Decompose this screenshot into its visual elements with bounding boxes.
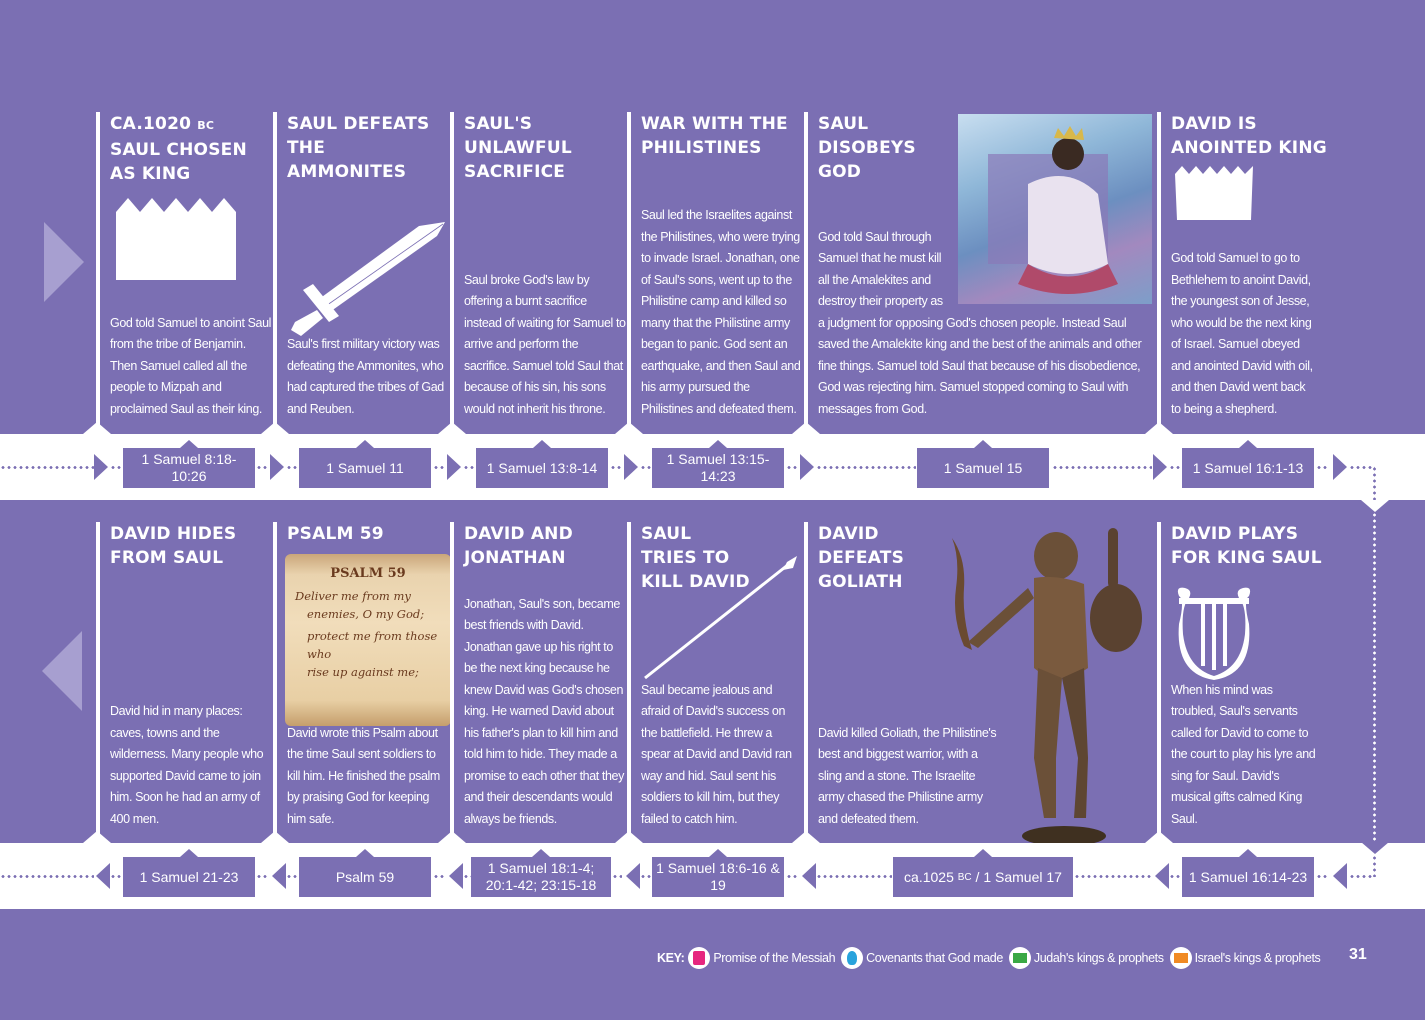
event-card-unlawful-sacrifice: SAUL'S UNLAWFUL SACRIFICE Saul broke God's law by offering a burnt sacrifice instead of waiting for Samuel to arrive and perform the sacrifice. Samuel told Saul that because of his sin, his sons would not inherit his throne. <box>450 112 630 434</box>
timeline-arrow-right-icon <box>270 454 284 480</box>
timeline-arrow-right-icon <box>624 454 638 480</box>
timeline-row-bottom <box>0 510 1425 844</box>
connector-down-arrow-icon <box>1361 842 1389 854</box>
scripture-reference: 1 Samuel 15 <box>917 448 1049 488</box>
event-card-saul-chosen: CA.1020 BC SAUL CHOSEN AS KING God told Samuel to anoint Saul from the tribe of Benjamin. Then Samuel called all the people to Mizpah and proclaimed Saul as their king. <box>96 112 276 434</box>
timeline-arrow-right-icon <box>800 454 814 480</box>
key-item-israel: Israel's kings & prophets <box>1170 947 1321 969</box>
scripture-reference: 1 Samuel 13:8-14 <box>476 448 608 488</box>
page-number: 31 <box>1349 946 1367 963</box>
timeline-arrow-left-icon <box>96 863 110 889</box>
event-card-psalm-59: PSALM 59 PSALM 59 Deliver me from my enemies, O my God; protect me from those who rise up against me; David wrote this Psalm about the time Saul sent soldiers to kill him. He finished the psalm by praising God for keeping him safe. <box>273 522 453 844</box>
timeline-arrow-right-icon <box>447 454 461 480</box>
timeline-arrow-left-icon <box>1155 863 1169 889</box>
timeline-connector-down <box>1373 466 1376 500</box>
event-card-david-defeats-goliath: DAVID DEFEATS GOLIATH David killed Goliath, the Philistine's best and biggest warrior, with a sling and a stone. The Israelite army chased the Philistine army and defeated them. <box>804 522 1160 844</box>
event-card-war-philistines: WAR WITH THE PHILISTINES Saul led the Israelites against the Philistines, who were trying to invade Israel. Jonathan, one of Saul's sons, went up to the Philistine camp and killed so many that the Philistine army began to panic. God sent an earthquake, and then Saul and his army pursued the Philistines and defeated them. <box>627 112 807 434</box>
timeline-arrow-left-icon <box>272 863 286 889</box>
timeline-arrow-right-icon <box>1153 454 1167 480</box>
timeline-row-top <box>0 100 1425 434</box>
timeline-dotted-line <box>0 875 94 878</box>
scripture-reference: 1 Samuel 13:15-14:23 <box>652 448 784 488</box>
flame-icon <box>841 947 863 969</box>
crown-icon <box>1173 164 1255 220</box>
scripture-reference: 1 Samuel 16:14-23 <box>1182 857 1314 897</box>
scripture-reference: 1 Samuel 18:1-4; 20:1-42; 23:15-18 <box>471 857 611 897</box>
timeline-arrow-right-icon <box>94 454 108 480</box>
key-item-messiah: Promise of the Messiah <box>688 947 835 969</box>
event-card-saul-tries-to-kill: SAUL TRIES TO KILL DAVID Saul became jealous and afraid of David's success on the battlefield. He threw a spear at David and David ran way and hid. Saul sent his soldiers to kill him, but they failed to catch him. <box>627 522 807 844</box>
timeline-arrow-left-icon <box>1333 863 1347 889</box>
scripture-reference: 1 Samuel 16:1-13 <box>1182 448 1314 488</box>
timeline-arrow-left-icon <box>802 863 816 889</box>
event-card-david-jonathan: DAVID AND JONATHAN Jonathan, Saul's son, became best friends with David. Jonathan gave up his right to be the next king because he knew David was God's chosen king. He warned David about his father's plan to kill him and told him to hide. They made a promise to each other that they and their descendants would always be friends. <box>450 522 630 844</box>
legend-key: KEY: Promise of the Messiah Covenants that God made Judah's kings & prophets Israel's kings & prophets <box>657 945 1326 971</box>
event-card-david-plays-lyre: DAVID PLAYS FOR KING SAUL When his mind was troubled, Saul's servants called for David to come to the court to play his lyre and sing for Saul. David's musical gifts calmed King Saul. <box>1157 522 1347 844</box>
orange-crown-icon <box>1170 947 1192 969</box>
timeline-arrow-left-icon <box>626 863 640 889</box>
timeline-band-top <box>0 434 1425 500</box>
scripture-reference: 1 Samuel 21-23 <box>123 857 255 897</box>
green-crown-icon <box>1009 947 1031 969</box>
crown-icon <box>112 196 240 280</box>
scripture-reference: 1 Samuel 8:18-10:26 <box>123 448 255 488</box>
event-card-ammonites: SAUL DEFEATS THE AMMONITES Saul's first military victory was defeating the Ammonites, who had captured the tribes of Gad and Reuben. <box>273 112 453 434</box>
scroll-illustration: PSALM 59 Deliver me from my enemies, O my God; protect me from those who rise up against me; <box>285 554 451 726</box>
scripture-reference: 1 Samuel 18:6-16 & 19 <box>652 857 784 897</box>
key-item-covenants: Covenants that God made <box>841 947 1003 969</box>
scripture-reference: 1 Samuel 11 <box>299 448 431 488</box>
key-item-judah: Judah's kings & prophets <box>1009 947 1164 969</box>
timeline-arrow-left-icon <box>449 863 463 889</box>
sword-icon <box>287 218 449 338</box>
scripture-reference: ca.1025 BC / 1 Samuel 17 <box>893 857 1073 897</box>
timeline-dotted-line <box>0 466 94 469</box>
scroll-cross-icon <box>688 947 710 969</box>
spear-icon <box>641 552 801 682</box>
scripture-reference: Psalm 59 <box>299 857 431 897</box>
timeline-arrow-right-icon <box>1333 454 1347 480</box>
event-card-saul-disobeys: SAUL DISOBEYS GOD God told Saul through Samuel that he must kill all the Amalekites and destroy their property as a judgment for opposing God's chosen people. Instead Saul saved the Amalekite king and the best of the animals and other fine things. Samuel told Saul that because of his disobedience, God was rejecting him. Samuel stopped coming to Saul with messages from God. <box>804 112 1160 434</box>
timeline-band-bottom <box>0 843 1425 909</box>
lyre-icon <box>1173 584 1255 680</box>
event-card-david-hides: DAVID HIDES FROM SAUL David hid in many places: caves, towns and the wilderness. Many people who supported David came to join him. Soon he had an army of 400 men. <box>96 522 276 844</box>
event-card-david-anointed: DAVID IS ANOINTED KING God told Samuel to go to Bethlehem to anoint David, the youngest son of Jesse, who would be the next king of Israel. Samuel obeyed and anointed David with oil, and then David went back to being a shepherd. <box>1157 112 1347 434</box>
card-title: CA.1020 BC SAUL CHOSEN AS KING <box>110 114 247 184</box>
